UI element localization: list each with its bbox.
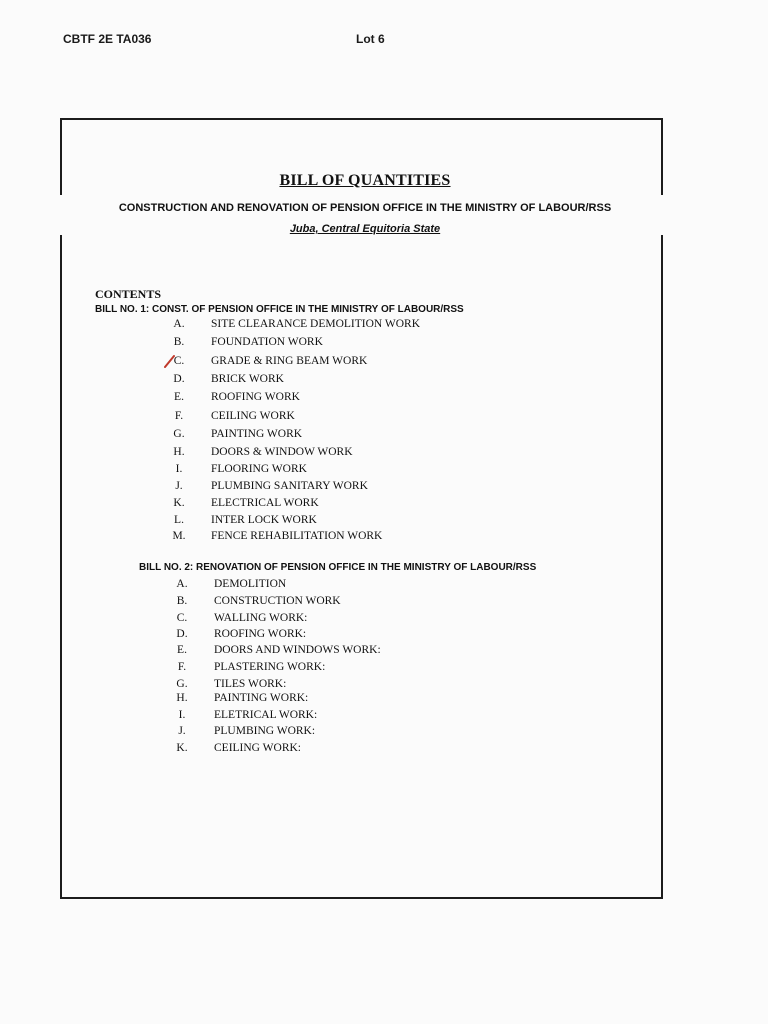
item-label: PAINTING WORK bbox=[211, 428, 303, 440]
item-letter: E. bbox=[177, 644, 187, 656]
item-label: CEILING WORK bbox=[211, 410, 295, 422]
item-letter: F. bbox=[174, 410, 184, 422]
item-label: FENCE REHABILITATION WORK bbox=[211, 530, 383, 542]
item-letter: F. bbox=[177, 661, 187, 673]
item-letter: D. bbox=[173, 373, 185, 385]
bill-1-heading: BILL NO. 1: CONST. OF PENSION OFFICE IN THE MINISTRY OF LABOUR/RSS bbox=[95, 304, 464, 315]
bill-2-heading: BILL NO. 2: RENOVATION OF PENSION OFFICE IN THE MINISTRY OF LABOUR/RSS bbox=[139, 562, 537, 573]
page-title: BILL OF QUANTITIES bbox=[279, 172, 451, 189]
lot-number: Lot 6 bbox=[356, 32, 385, 46]
item-label: FLOORING WORK bbox=[211, 463, 307, 475]
item-letter: L. bbox=[174, 514, 184, 526]
contents-heading: CONTENTS bbox=[95, 287, 162, 301]
item-letter: A. bbox=[173, 318, 185, 330]
item-label: PLASTERING WORK: bbox=[214, 661, 326, 673]
item-letter: I. bbox=[178, 709, 186, 721]
item-label: DEMOLITION bbox=[214, 578, 287, 590]
item-label: INTER LOCK WORK bbox=[211, 514, 317, 526]
item-label: TILES WORK: bbox=[214, 678, 287, 690]
project-location: Juba, Central Equitoria State bbox=[289, 223, 441, 235]
item-letter: J. bbox=[178, 725, 186, 737]
item-letter: G. bbox=[176, 678, 188, 690]
item-letter: K. bbox=[176, 742, 188, 754]
item-label: DOORS AND WINDOWS WORK: bbox=[214, 644, 381, 656]
item-letter: K. bbox=[173, 497, 185, 509]
item-label: FOUNDATION WORK bbox=[211, 336, 323, 348]
item-label: CONSTRUCTION WORK bbox=[214, 595, 341, 607]
item-letter: J. bbox=[175, 480, 183, 492]
item-label: ROOFING WORK: bbox=[214, 628, 307, 640]
item-letter: G. bbox=[173, 428, 185, 440]
item-letter: C. bbox=[173, 355, 185, 367]
item-letter: B. bbox=[176, 595, 188, 607]
item-label: SITE CLEARANCE DEMOLITION WORK bbox=[211, 318, 421, 330]
item-label: PLUMBING SANITARY WORK bbox=[211, 480, 368, 492]
item-label: ELECTRICAL WORK bbox=[211, 497, 319, 509]
document-border bbox=[60, 118, 663, 899]
project-subtitle: CONSTRUCTION AND RENOVATION OF PENSION OFFICE IN THE MINISTRY OF LABOUR/RSS bbox=[118, 202, 612, 214]
item-letter: C. bbox=[176, 612, 188, 624]
item-letter: I. bbox=[175, 463, 183, 475]
item-letter: E. bbox=[174, 391, 184, 403]
item-letter: A. bbox=[176, 578, 188, 590]
item-label: CEILING WORK: bbox=[214, 742, 301, 754]
item-letter: B. bbox=[173, 336, 185, 348]
item-letter: H. bbox=[173, 446, 185, 458]
item-label: ELETRICAL WORK: bbox=[214, 709, 318, 721]
item-letter: D. bbox=[176, 628, 188, 640]
item-label: DOORS & WINDOW WORK bbox=[211, 446, 353, 458]
item-label: PAINTING WORK: bbox=[214, 692, 309, 704]
item-letter: H. bbox=[176, 692, 188, 704]
document-reference: CBTF 2E TA036 bbox=[63, 32, 152, 46]
item-label: PLUMBING WORK: bbox=[214, 725, 316, 737]
item-letter: M. bbox=[172, 530, 186, 542]
item-label: ROOFING WORK bbox=[211, 391, 300, 403]
item-label: WALLING WORK: bbox=[214, 612, 308, 624]
item-label: GRADE & RING BEAM WORK bbox=[211, 355, 368, 367]
pen-tick-icon bbox=[164, 354, 176, 368]
item-label: BRICK WORK bbox=[211, 373, 284, 385]
